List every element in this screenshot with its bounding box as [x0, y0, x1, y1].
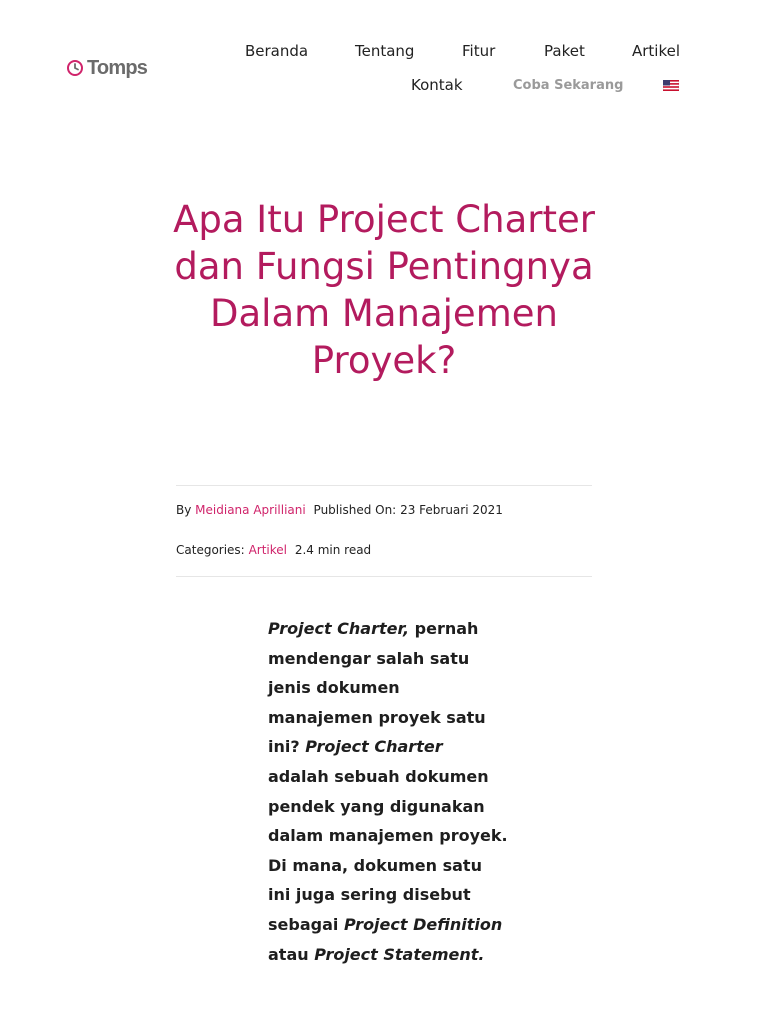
- published-date: 23 Februari 2021: [400, 503, 503, 517]
- article-title: Apa Itu Project Charter dan Fungsi Pentingnya Dalam Manajemen Proyek?: [173, 198, 595, 382]
- nav-tentang[interactable]: Tentang: [355, 42, 415, 60]
- meta-bottom-divider: [176, 576, 592, 577]
- nav-kontak[interactable]: Kontak: [411, 76, 463, 94]
- site-header: [0, 0, 768, 110]
- author-link[interactable]: Meidiana Aprilliani: [195, 503, 306, 517]
- clock-icon: [66, 58, 86, 78]
- try-now-button[interactable]: Coba Sekarang: [513, 78, 624, 93]
- intro-text-3: atau: [268, 944, 315, 964]
- logo-text: Tomps: [87, 57, 148, 79]
- intro-term-project-statement: Project Statement.: [314, 944, 485, 964]
- nav-fitur[interactable]: Fitur: [462, 42, 496, 60]
- site-logo[interactable]: [66, 57, 147, 79]
- nav-artikel[interactable]: Artikel: [632, 42, 681, 60]
- meta-top-divider: [176, 485, 592, 486]
- article-meta-author: [176, 502, 503, 518]
- published-label: Published On:: [313, 503, 397, 517]
- nav-beranda[interactable]: Beranda: [245, 42, 309, 60]
- intro-term-project-charter-2: Project Charter: [305, 737, 443, 757]
- article-intro-paragraph: [268, 614, 508, 969]
- category-link[interactable]: Artikel: [248, 543, 287, 557]
- by-label: By: [176, 503, 192, 517]
- us-flag-icon[interactable]: [663, 80, 679, 91]
- intro-text-2: adalah sebuah dokumen pendek yang digunakan dalam manajemen proyek. Di mana, dokumen satu ini juga sering disebut sebagai: [268, 766, 508, 934]
- nav-paket[interactable]: Paket: [544, 42, 585, 60]
- read-time: 2.4 min read: [294, 543, 372, 557]
- categories-label: Categories:: [176, 543, 245, 557]
- intro-text-1: pernah mendengar salah satu jenis dokumen manajemen proyek satu ini?: [268, 619, 486, 757]
- article-meta-category: [176, 542, 371, 558]
- intro-term-project-charter: Project Charter,: [268, 619, 410, 638]
- intro-term-project-definition: Project Definition: [343, 914, 503, 934]
